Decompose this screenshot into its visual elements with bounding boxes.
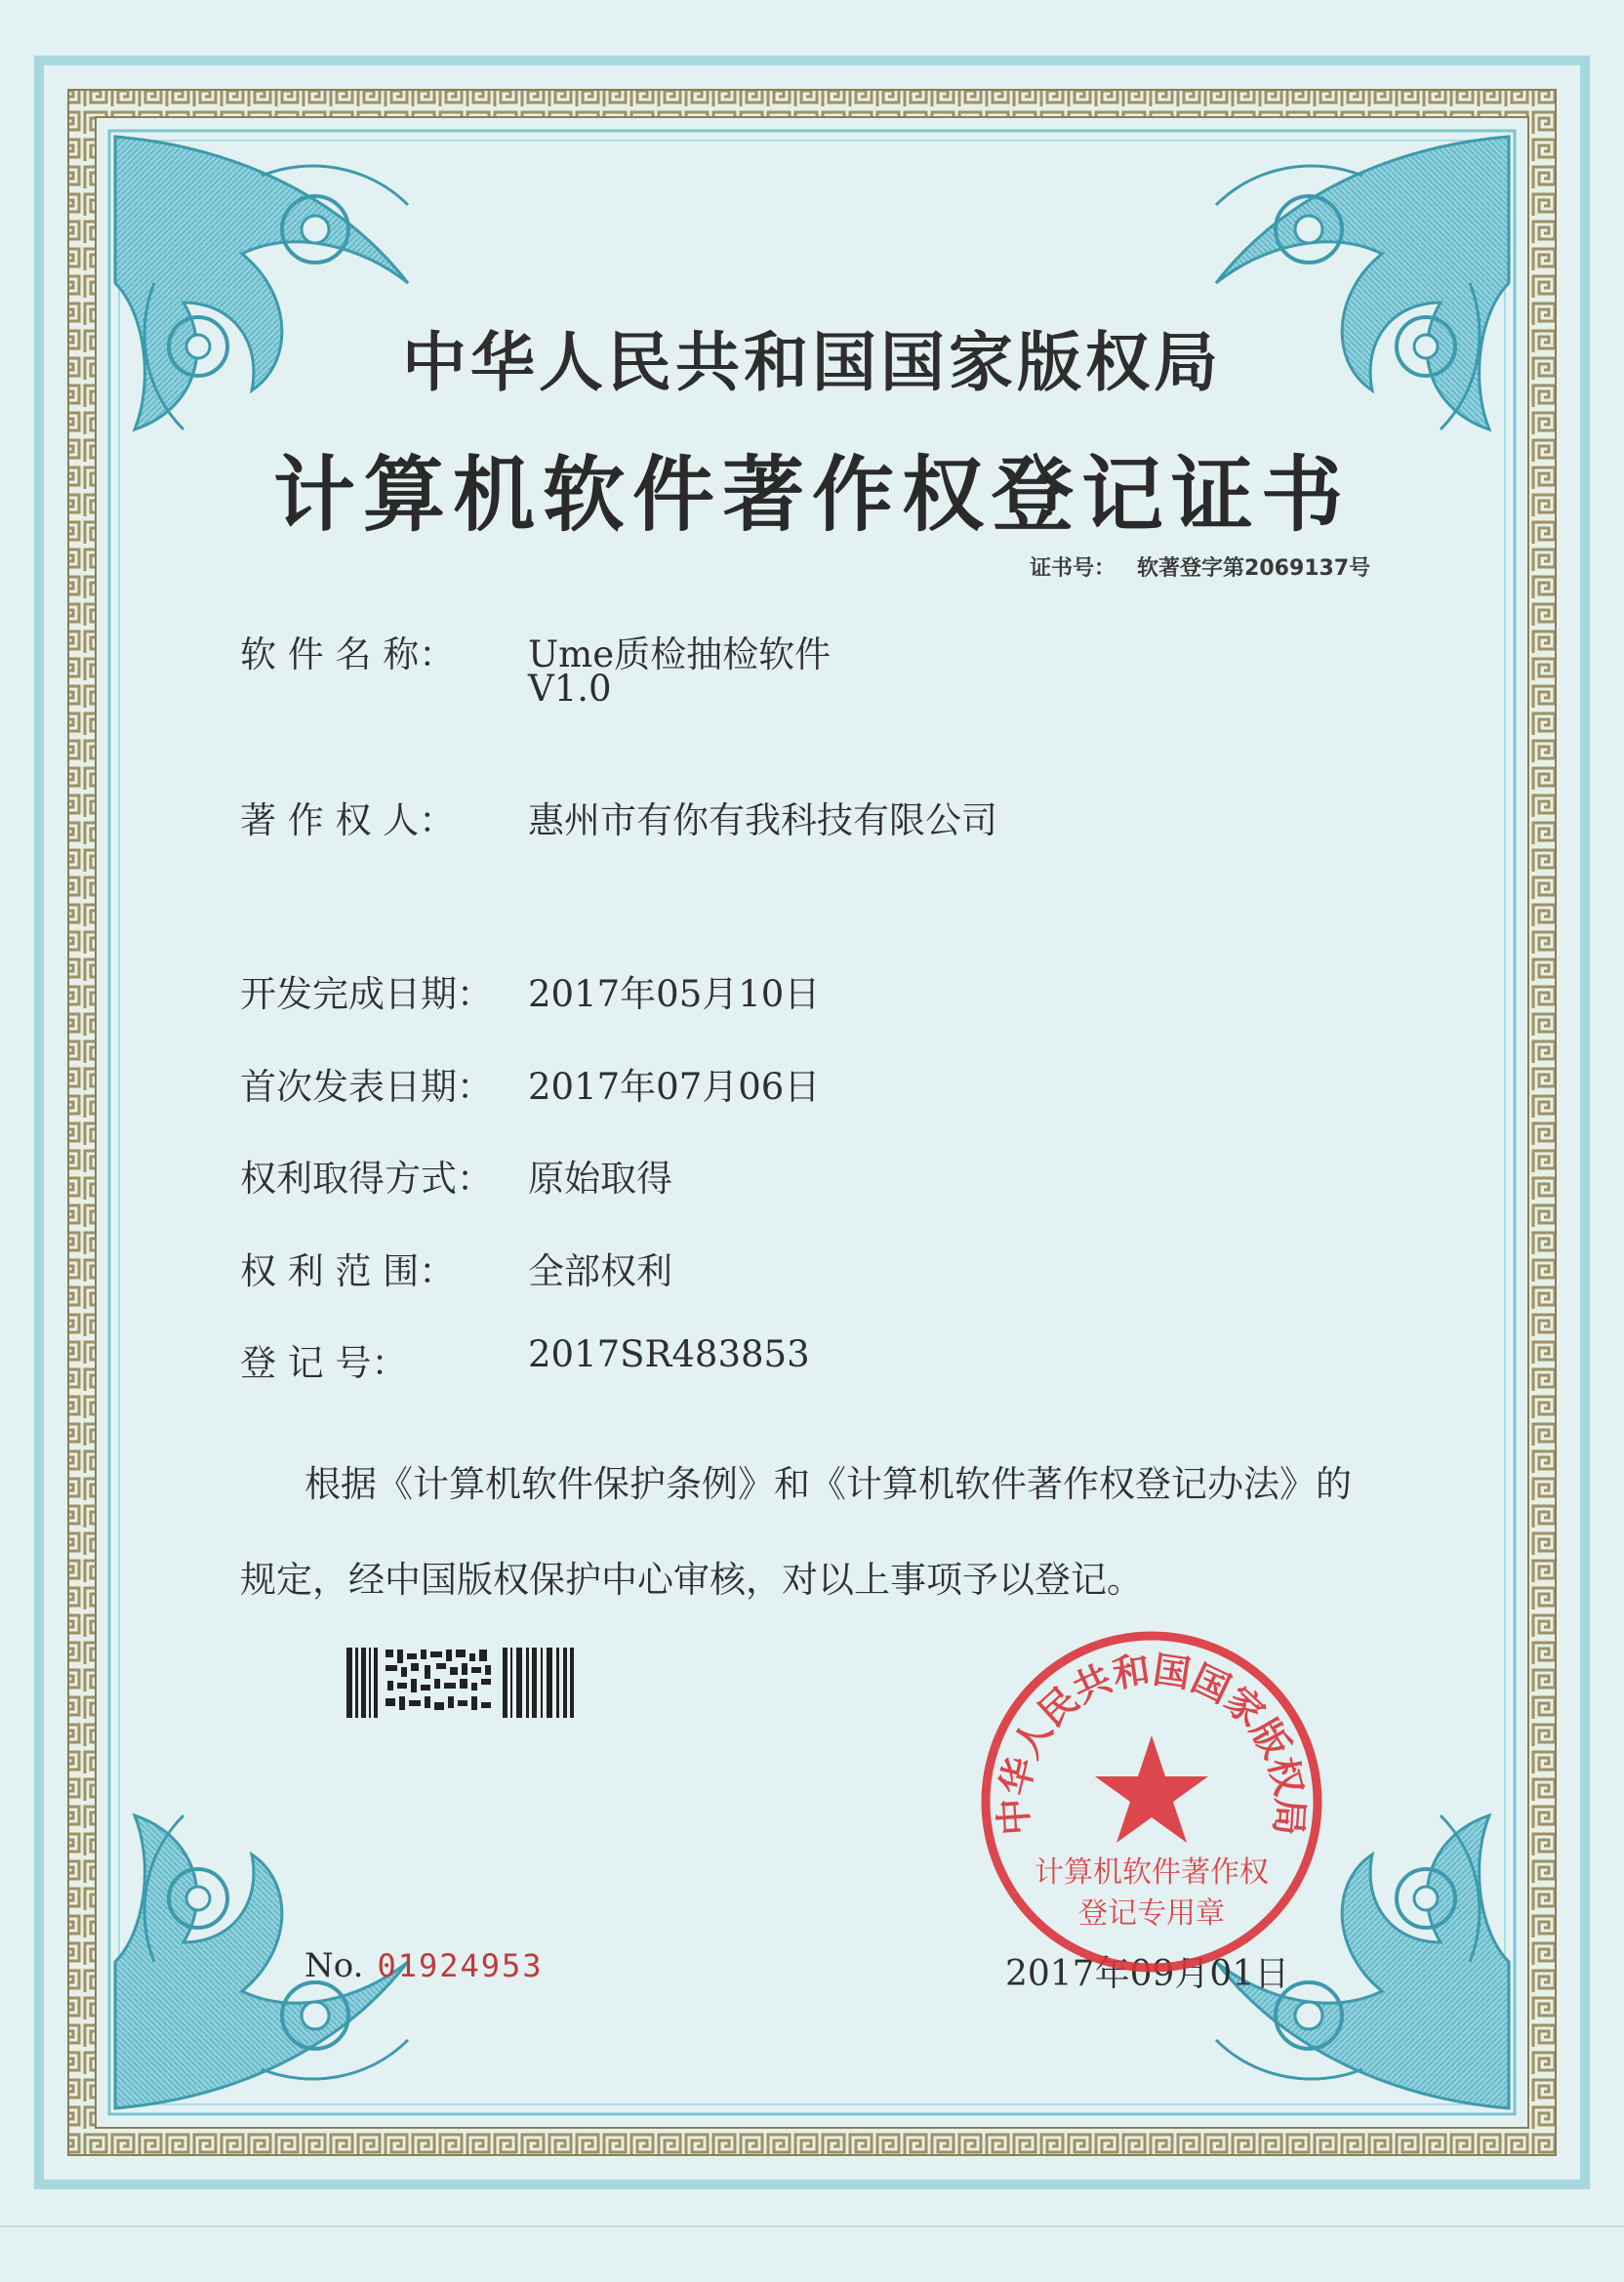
serial-number [304, 1946, 544, 1985]
field-owner [240, 791, 997, 843]
issue-date: 2017年09月01日 [1005, 1954, 1290, 1994]
field-completion-date [240, 964, 821, 1017]
field-acquire-method [240, 1149, 672, 1202]
publish-date-label: 首次发表日期： [240, 1066, 493, 1108]
owner-value: 惠州市有你有我科技有限公司 [528, 799, 997, 841]
publish-date-value: 2017年07月06日 [528, 1066, 821, 1108]
seal-inner-text-2: 登记专用章 [1078, 1896, 1225, 1931]
rights-scope-label: 权 利 范 围： [240, 1250, 456, 1292]
barcode-image [346, 1648, 574, 1718]
certificate-title: 计算机软件著作权登记证书 [272, 446, 1351, 543]
seal-outer-text: 中华人民共和国国家版权局 [992, 1648, 1312, 1837]
certificate-number [1030, 551, 1392, 582]
registration-number-label: 登 记 号： [240, 1342, 408, 1384]
statement-line-2: 规定，经中国版权保护中心审核，对以上事项予以登记。 [240, 1559, 1143, 1601]
serial-number-value: 01924953 [377, 1947, 544, 1984]
acquire-method-value: 原始取得 [528, 1158, 672, 1200]
field-publish-date [240, 1057, 821, 1110]
rights-scope-value: 全部权利 [528, 1250, 672, 1292]
statement-line-1: 根据《计算机软件保护条例》和《计算机软件著作权登记办法》的 [304, 1463, 1352, 1505]
field-registration-number [240, 1333, 810, 1386]
certificate-number-label: 证书号： [1030, 556, 1116, 581]
issuing-agency-title: 中华人民共和国国家版权局 [402, 325, 1222, 400]
software-name-label: 软 件 名 称： [240, 633, 456, 675]
owner-label: 著 作 权 人： [240, 799, 456, 841]
field-software-name [240, 625, 832, 710]
registration-number-value: 2017SR483853 [528, 1333, 810, 1375]
seal-inner-text-1: 计算机软件著作权 [1035, 1855, 1269, 1890]
completion-date-label: 开发完成日期： [240, 973, 493, 1015]
field-rights-scope [240, 1242, 672, 1294]
acquire-method-label: 权利取得方式： [240, 1158, 493, 1200]
completion-date-value: 2017年05月10日 [528, 973, 821, 1015]
official-seal-stamp [976, 1626, 1327, 1977]
software-version-value: V1.0 [528, 668, 612, 710]
software-name-value: Ume质检抽检软件 [528, 633, 832, 675]
serial-number-label: No. [304, 1946, 364, 1985]
certificate-number-value: 软著登字第2069137号 [1137, 556, 1371, 581]
